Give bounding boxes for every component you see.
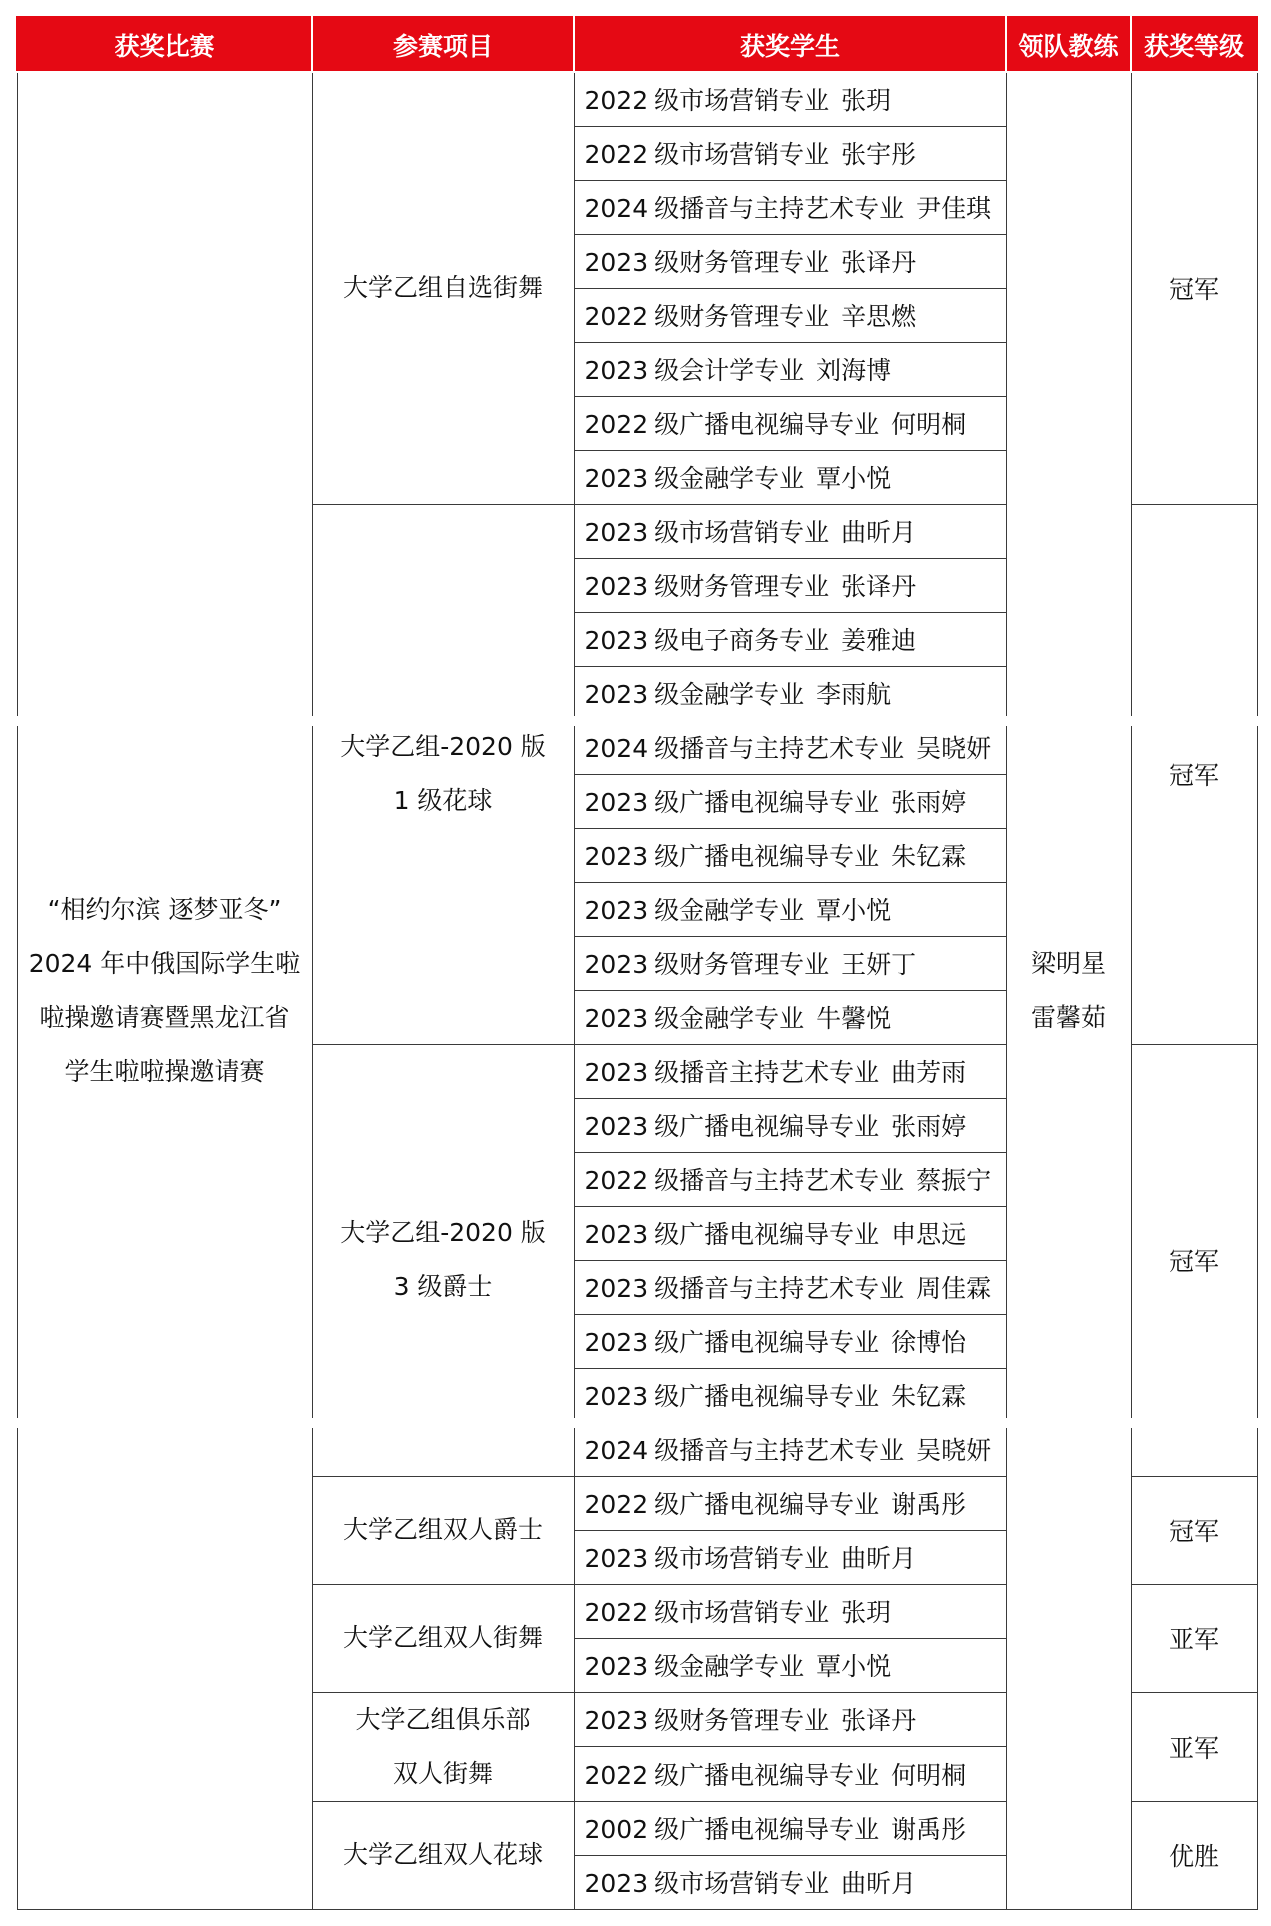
student-major: 广播电视编导专业: [679, 1815, 880, 1844]
student-major: 市场营销专业: [679, 1544, 830, 1573]
student-name: 辛思燃: [841, 302, 917, 331]
student-cell: [574, 1152, 1006, 1206]
student-year-unit: 级: [654, 1004, 680, 1033]
student-major: 财务管理专业: [679, 302, 830, 331]
student-year-unit: 级: [654, 1652, 680, 1681]
header-event: 参赛项目: [312, 17, 574, 72]
student-name: 谢禹彤: [891, 1815, 967, 1844]
student-name: 张玥: [841, 86, 892, 116]
student-name: 朱钇霖: [891, 1382, 967, 1411]
student-cell: [574, 990, 1006, 1044]
student-year-unit: 级: [654, 896, 680, 925]
student-year: 2023: [584, 356, 649, 385]
student-name: 张宇彤: [841, 140, 917, 169]
student-major: 财务管理专业: [679, 572, 830, 601]
student-name: 曲芳雨: [891, 1058, 967, 1087]
event-cell: [312, 72, 574, 504]
student-major: 广播电视编导专业: [679, 1382, 880, 1411]
student-year: 2024: [584, 194, 649, 223]
event-name-line: 1 级花球: [393, 786, 493, 815]
student-cell: [574, 72, 1006, 126]
student-year: 2024: [584, 1436, 649, 1465]
event-name-line: 大学乙组双人街舞: [342, 1623, 543, 1652]
event-name-line: 大学乙组双人爵士: [342, 1515, 543, 1544]
student-cell: [574, 1098, 1006, 1152]
table-row: [17, 72, 1257, 126]
student-cell: [574, 126, 1006, 180]
student-name: 张雨婷: [891, 1112, 967, 1141]
student-name: 吴晓妍: [916, 1436, 992, 1465]
event-name: [313, 1828, 574, 1882]
award-level: 冠军: [1168, 275, 1219, 305]
event-name-line: 3 级爵士: [393, 1272, 493, 1301]
student-cell: [574, 1314, 1006, 1368]
student-year-unit: 级: [654, 1598, 680, 1627]
student-major: 广播电视编导专业: [679, 1220, 880, 1249]
student-cell: [574, 1801, 1006, 1855]
award-level: 亚军: [1168, 1733, 1219, 1763]
student-year: 2023: [584, 518, 649, 547]
student-cell: [574, 1747, 1006, 1802]
student-name: 张译丹: [841, 248, 917, 277]
student-cell: [574, 450, 1006, 504]
student-year-unit: 级: [654, 1706, 680, 1736]
student-name: 张译丹: [841, 1706, 917, 1736]
student-major: 市场营销专业: [679, 518, 830, 547]
student-cell: [574, 882, 1006, 936]
student-year: 2022: [584, 140, 649, 169]
student-year: 2023: [584, 1058, 649, 1087]
student-year: 2023: [584, 896, 649, 925]
student-major: 市场营销专业: [679, 86, 830, 116]
student-name: 姜雅迪: [841, 626, 917, 655]
student-name: 蔡振宁: [916, 1166, 992, 1195]
student-year-unit: 级: [654, 302, 680, 331]
header-level: 获奖等级: [1131, 17, 1257, 72]
student-name: 曲昕月: [841, 1869, 917, 1898]
student-year-unit: 级: [654, 248, 680, 277]
student-cell: [574, 720, 1006, 774]
student-year-unit: 级: [654, 1436, 680, 1465]
award-level-cell: [1131, 504, 1257, 1044]
student-year-unit: 级: [654, 86, 680, 116]
student-year-unit: 级: [654, 1382, 680, 1411]
student-cell: [574, 1584, 1006, 1638]
student-cell: [574, 1260, 1006, 1314]
student-name: 张译丹: [841, 572, 917, 601]
student-name: 吴晓妍: [916, 734, 992, 763]
student-major: 市场营销专业: [679, 1869, 830, 1898]
student-major: 广播电视编导专业: [679, 1112, 880, 1141]
student-name: 牛馨悦: [816, 1004, 892, 1033]
student-name: 刘海博: [816, 356, 892, 385]
student-cell: [574, 1422, 1006, 1476]
student-year: 2002: [584, 1815, 649, 1844]
student-name: 何明桐: [891, 410, 967, 439]
student-name: 张玥: [841, 1598, 892, 1627]
student-year: 2023: [584, 572, 649, 601]
award-level-cell: [1131, 1476, 1257, 1584]
student-year-unit: 级: [654, 680, 680, 709]
student-year-unit: 级: [654, 1274, 680, 1303]
award-level: 亚军: [1168, 1625, 1219, 1654]
student-major: 财务管理专业: [679, 1706, 830, 1736]
event-name-line: 大学乙组-2020 版: [340, 732, 546, 761]
student-cell: [574, 936, 1006, 990]
student-year: 2023: [584, 1004, 649, 1033]
student-year-unit: 级: [654, 950, 680, 979]
student-name: 李雨航: [816, 680, 892, 709]
student-year: 2023: [584, 1544, 649, 1573]
student-major: 播音与主持艺术专业: [679, 1274, 905, 1303]
student-year-unit: 级: [654, 626, 680, 655]
student-major: 播音与主持艺术专业: [679, 1436, 905, 1465]
award-level-cell: [1131, 1584, 1257, 1692]
student-year: 2022: [584, 410, 649, 439]
student-major: 市场营销专业: [679, 140, 830, 169]
student-major: 会计学专业: [679, 356, 805, 385]
student-major: 广播电视编导专业: [679, 1328, 880, 1357]
student-major: 金融学专业: [679, 680, 805, 709]
student-cell: [574, 666, 1006, 720]
event-name-line: 大学乙组俱乐部: [355, 1704, 531, 1734]
student-cell: [574, 180, 1006, 234]
student-year: 2023: [584, 1274, 649, 1303]
coach-name: 雷馨茹: [1030, 1002, 1106, 1032]
student-year-unit: 级: [654, 410, 680, 439]
student-year: 2023: [584, 464, 649, 493]
student-cell: [574, 1476, 1006, 1530]
student-name: 朱钇霖: [891, 842, 967, 871]
student-name: 王妍丁: [841, 950, 917, 979]
student-cell: [574, 1855, 1006, 1909]
student-year-unit: 级: [654, 1869, 680, 1898]
student-year: 2022: [584, 86, 649, 116]
header-competition: 获奖比赛: [17, 17, 312, 72]
event-name-line: 双人街舞: [392, 1758, 493, 1788]
page-break: [0, 1418, 1271, 1428]
student-name: 周佳霖: [916, 1274, 992, 1303]
award-level-cell: [1131, 1044, 1257, 1476]
student-major: 金融学专业: [679, 464, 805, 493]
student-year: 2024: [584, 734, 649, 763]
student-year: 2022: [584, 302, 649, 331]
coach-cell: [1006, 72, 1131, 1909]
student-major: 金融学专业: [679, 1652, 805, 1681]
event-cell: [312, 504, 574, 1044]
student-cell: [574, 774, 1006, 828]
competition-name-line: 啦操邀请赛暨黑龙江省: [39, 1002, 290, 1032]
student-cell: [574, 288, 1006, 342]
award-level-cell: [1131, 72, 1257, 504]
student-year: 2023: [584, 626, 649, 655]
student-year-unit: 级: [654, 518, 680, 547]
student-cell: [574, 1368, 1006, 1422]
student-cell: [574, 828, 1006, 882]
student-year: 2023: [584, 1112, 649, 1141]
competition-name-line: “相约尔滨 逐梦亚冬”: [47, 894, 282, 924]
student-name: 徐博怡: [891, 1328, 967, 1357]
page-break: [0, 716, 1271, 726]
student-year-unit: 级: [654, 194, 680, 223]
student-name: 尹佳琪: [916, 194, 992, 223]
student-year: 2023: [584, 950, 649, 979]
student-cell: [574, 1044, 1006, 1098]
competition-cell: [17, 72, 312, 1909]
student-year: 2022: [584, 1166, 649, 1195]
student-year: 2022: [584, 1598, 649, 1627]
competition-name-line: 学生啦啦操邀请赛: [64, 1056, 265, 1086]
student-year-unit: 级: [654, 1220, 680, 1249]
award-level-cell: [1131, 1692, 1257, 1801]
student-cell: [574, 558, 1006, 612]
event-cell: [312, 1692, 574, 1801]
student-year: 2023: [584, 788, 649, 817]
student-year: 2023: [584, 1652, 649, 1681]
student-major: 市场营销专业: [679, 1598, 830, 1627]
student-year-unit: 级: [654, 1544, 680, 1573]
student-cell: [574, 1206, 1006, 1260]
student-name: 覃小悦: [816, 896, 892, 925]
student-major: 广播电视编导专业: [679, 1760, 880, 1790]
award-level: 冠军: [1168, 1517, 1219, 1546]
student-cell: [574, 612, 1006, 666]
event-cell: [312, 1476, 574, 1584]
student-cell: [574, 1692, 1006, 1747]
student-year-unit: 级: [654, 1760, 680, 1790]
student-name: 曲昕月: [841, 518, 917, 547]
event-name: [313, 1611, 574, 1665]
event-name: [313, 1503, 574, 1557]
student-cell: [574, 504, 1006, 558]
student-cell: [574, 396, 1006, 450]
student-year: 2023: [584, 1869, 649, 1898]
student-name: 覃小悦: [816, 1652, 892, 1681]
student-year-unit: 级: [654, 1058, 680, 1087]
student-year-unit: 级: [654, 1166, 680, 1195]
student-year: 2023: [584, 1220, 649, 1249]
award-level: 冠军: [1168, 761, 1219, 790]
award-level: 优胜: [1168, 1842, 1219, 1871]
student-year-unit: 级: [654, 788, 680, 817]
coach-name: 梁明星: [1030, 948, 1106, 978]
student-name: 申思远: [891, 1220, 967, 1249]
event-name: [313, 261, 574, 315]
student-year-unit: 级: [654, 842, 680, 871]
student-cell: [574, 1638, 1006, 1692]
student-year: 2023: [584, 842, 649, 871]
award-table: [16, 16, 1258, 1910]
student-name: 何明桐: [891, 1760, 967, 1790]
student-name: 覃小悦: [816, 464, 892, 493]
student-name: 谢禹彤: [891, 1490, 967, 1519]
student-year-unit: 级: [654, 1328, 680, 1357]
event-name-line: 大学乙组自选街舞: [342, 273, 543, 303]
student-major: 电子商务专业: [679, 626, 830, 655]
student-major: 财务管理专业: [679, 248, 830, 277]
student-major: 广播电视编导专业: [679, 1490, 880, 1519]
event-cell: [312, 1584, 574, 1692]
event-name: [313, 1693, 574, 1801]
coach-names: [1007, 937, 1131, 1045]
event-name: [313, 720, 574, 828]
student-major: 播音与主持艺术专业: [679, 194, 905, 223]
student-major: 广播电视编导专业: [679, 842, 880, 871]
student-year: 2022: [584, 1490, 649, 1519]
student-major: 金融学专业: [679, 896, 805, 925]
student-cell: [574, 1530, 1006, 1584]
student-year-unit: 级: [654, 140, 680, 169]
event-name: [313, 1206, 574, 1314]
student-major: 财务管理专业: [679, 950, 830, 979]
student-year: 2023: [584, 248, 649, 277]
student-major: 金融学专业: [679, 1004, 805, 1033]
student-cell: [574, 342, 1006, 396]
student-year-unit: 级: [654, 464, 680, 493]
student-major: 播音与主持艺术专业: [679, 1166, 905, 1195]
table-body: [17, 72, 1257, 1909]
student-year-unit: 级: [654, 1112, 680, 1141]
student-year-unit: 级: [654, 1490, 680, 1519]
student-year: 2022: [584, 1760, 649, 1790]
award-level: 冠军: [1168, 1247, 1219, 1276]
student-year: 2023: [584, 680, 649, 709]
award-level-cell: [1131, 1801, 1257, 1909]
student-year-unit: 级: [654, 572, 680, 601]
event-name-line: 大学乙组双人花球: [342, 1840, 543, 1869]
student-year-unit: 级: [654, 1815, 680, 1844]
student-major: 播音主持艺术专业: [679, 1058, 880, 1087]
competition-name: [18, 883, 312, 1099]
student-name: 曲昕月: [841, 1544, 917, 1573]
student-major: 播音与主持艺术专业: [679, 734, 905, 763]
student-year: 2023: [584, 1706, 649, 1736]
header-students: 获奖学生: [574, 17, 1006, 72]
event-cell: [312, 1044, 574, 1476]
student-major: 广播电视编导专业: [679, 410, 880, 439]
table-header: [17, 17, 1257, 72]
competition-name-line: 2024 年中俄国际学生啦: [28, 948, 301, 978]
event-name-line: 大学乙组-2020 版: [340, 1218, 546, 1247]
event-cell: [312, 1801, 574, 1909]
student-year-unit: 级: [654, 734, 680, 763]
student-name: 张雨婷: [891, 788, 967, 817]
student-year-unit: 级: [654, 356, 680, 385]
student-year: 2023: [584, 1328, 649, 1357]
student-year: 2023: [584, 1382, 649, 1411]
header-coaches: 领队教练: [1006, 17, 1131, 72]
student-cell: [574, 234, 1006, 288]
student-major: 广播电视编导专业: [679, 788, 880, 817]
